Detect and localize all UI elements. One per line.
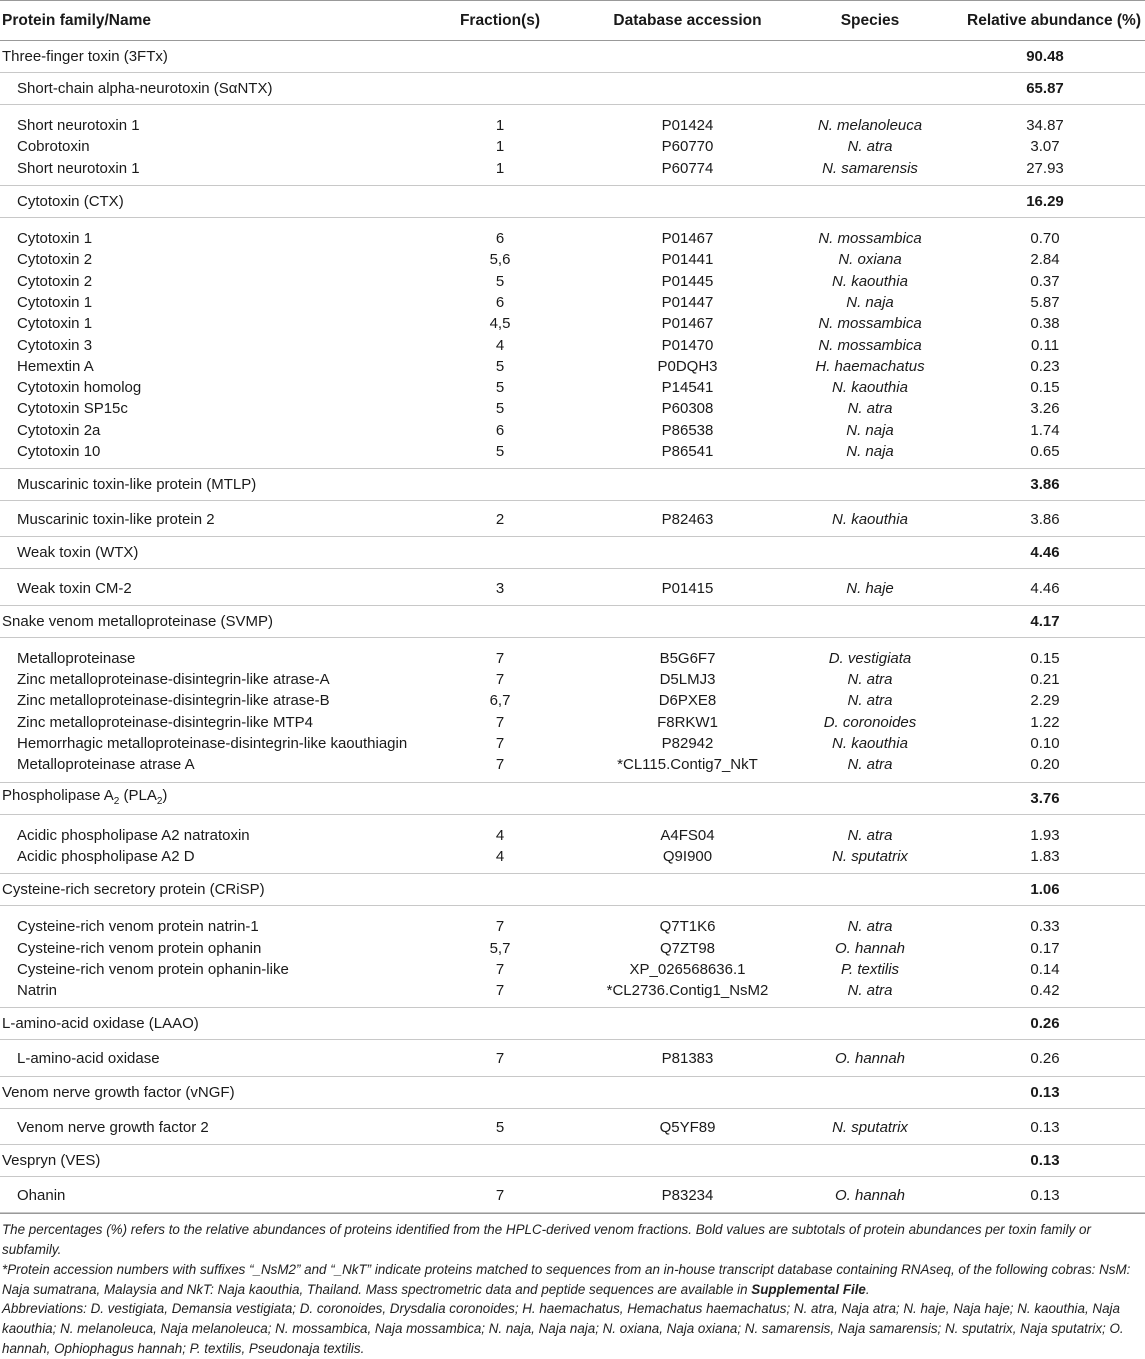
table-row — [0, 136, 1145, 157]
cell-abundance: 0.70 — [1030, 230, 1060, 248]
cell-protein-name: Cytotoxin 2 — [17, 251, 93, 269]
table-row — [0, 846, 1145, 874]
cell-abundance: 0.65 — [945, 441, 1145, 469]
cell-protein-name: Cysteine-rich venom protein ophanin-like — [17, 960, 289, 978]
cell-abundance: 3.86 — [945, 469, 1145, 501]
cell-species — [795, 874, 945, 906]
cell-protein-name: Cytotoxin 3 — [17, 336, 93, 354]
cell-accession: P86541 — [580, 441, 795, 469]
cell-species: N. oxiana — [838, 251, 902, 269]
cell-protein-name: Cysteine-rich secretory protein (CRiSP) — [0, 874, 420, 906]
cell-fraction: 4 — [420, 846, 580, 874]
cell-protein-name: Zinc metalloproteinase-disintegrin-like MTP4 — [17, 713, 313, 731]
header-fractions: Fraction(s) — [420, 1, 580, 41]
cell-fraction — [420, 1008, 580, 1040]
cell-species — [795, 41, 945, 73]
cell-accession: P82463 — [580, 501, 795, 537]
cell-accession: P01441 — [661, 251, 714, 269]
table-row — [0, 569, 1145, 605]
subfamily-row — [0, 469, 1145, 501]
cell-accession — [580, 537, 795, 569]
cell-species — [795, 1144, 945, 1176]
cell-abundance: 0.10 — [1030, 735, 1060, 753]
family-abbrev-close: ) — [162, 786, 168, 804]
cell-species — [795, 1076, 945, 1108]
cell-accession: P01467 — [661, 230, 714, 248]
cell-fraction: 7 — [495, 713, 505, 731]
cell-abundance: 3.07 — [1030, 138, 1060, 156]
cell-protein-name: Cytotoxin SP15c — [17, 400, 128, 418]
table-row — [0, 420, 1145, 441]
cell-abundance: 4.46 — [945, 537, 1145, 569]
cell-fraction — [420, 1144, 580, 1176]
cell-accession: D5LMJ3 — [659, 671, 716, 689]
cell-species: N. atra — [847, 692, 893, 710]
cell-accession: P01447 — [661, 293, 714, 311]
cell-abundance: 1.74 — [1030, 421, 1060, 439]
cell-protein-name: Muscarinic toxin-like protein 2 — [0, 501, 420, 537]
cell-accession — [580, 782, 795, 814]
cell-accession — [580, 1076, 795, 1108]
cell-accession: *CL2736.Contig1_NsM2 — [580, 980, 795, 1008]
cell-protein-name: Cytotoxin 10 — [0, 441, 420, 469]
cell-fraction — [420, 605, 580, 637]
table-row — [0, 377, 1145, 398]
cell-accession — [580, 185, 795, 217]
cell-fraction: 5 — [495, 272, 505, 290]
header-species: Species — [795, 1, 945, 41]
cell-protein-name: Cytotoxin homolog — [17, 379, 142, 397]
cell-fraction: 7 — [495, 918, 505, 936]
cell-protein-name: Vespryn (VES) — [0, 1144, 420, 1176]
cell-protein-name: L-amino-acid oxidase — [0, 1040, 420, 1076]
cell-protein-name: Muscarinic toxin-like protein (MTLP) — [0, 469, 420, 501]
cell-accession: P60770 — [661, 138, 714, 156]
table-row — [0, 313, 1145, 334]
cell-abundance: 0.26 — [945, 1040, 1145, 1076]
table-row — [0, 105, 1145, 137]
cell-fraction — [420, 1076, 580, 1108]
table-body — [0, 41, 1145, 1213]
cell-species: N. kaouthia — [832, 272, 908, 290]
cell-species — [795, 782, 945, 814]
cell-protein-name: Cysteine-rich venom protein natrin-1 — [17, 918, 259, 936]
cell-accession — [580, 1144, 795, 1176]
cell-accession: Q7T1K6 — [659, 918, 716, 936]
cell-fraction: 1 — [420, 158, 580, 186]
cell-accession: P86538 — [661, 421, 714, 439]
cell-fraction: 5,6 — [489, 251, 511, 269]
cell-abundance: 1.83 — [945, 846, 1145, 874]
cell-species: N. melanoleuca — [817, 117, 923, 135]
cell-protein-name: Acidic phospholipase A2 natratoxin — [17, 826, 250, 844]
cell-fraction: 5 — [495, 400, 505, 418]
footnote-period: . — [865, 1281, 870, 1297]
cell-protein-name: Cysteine-rich venom protein ophanin — [17, 939, 262, 957]
table-row — [0, 1040, 1145, 1076]
cell-fraction — [420, 41, 580, 73]
table-footnotes — [0, 1213, 1145, 1359]
subscript: 2 — [113, 795, 120, 807]
cell-abundance: 34.87 — [1026, 117, 1064, 135]
cell-species: O. hannah — [795, 1176, 945, 1212]
cell-protein-name: Zinc metalloproteinase-disintegrin-like atrase-A — [17, 671, 330, 689]
cell-protein-name: Acidic phospholipase A2 D — [0, 846, 420, 874]
cell-fraction: 4 — [495, 336, 505, 354]
cell-protein-name: Cytotoxin 2a — [17, 421, 101, 439]
cell-protein-name: Metalloproteinase — [17, 649, 136, 667]
supplemental-file-link[interactable]: Supplemental File — [751, 1281, 866, 1297]
table-row — [0, 637, 1145, 669]
cell-species: N. atra — [847, 138, 893, 156]
cell-abundance: 16.29 — [945, 185, 1145, 217]
cell-protein-name — [0, 782, 420, 814]
cell-abundance: 0.13 — [945, 1144, 1145, 1176]
table-row — [0, 712, 1145, 733]
cell-species: N. mossambica — [818, 315, 922, 333]
cell-species: N. atra — [847, 671, 893, 689]
cell-species: D. coronoides — [823, 713, 917, 731]
table-row — [0, 690, 1145, 711]
cell-abundance: 4.17 — [945, 605, 1145, 637]
table-row — [0, 356, 1145, 377]
cell-fraction: 7 — [420, 1176, 580, 1212]
cell-species: O. hannah — [834, 939, 906, 957]
cell-accession — [580, 73, 795, 105]
cell-abundance: 0.37 — [1030, 272, 1060, 290]
cell-species: N. naja — [846, 421, 894, 439]
footnote-percentages: The percentages (%) refers to the relative abundances of proteins identified from the HPLC-derived venom fractions. Bold values are subtotals of protein abundances per toxin family or subfamily. — [2, 1222, 1091, 1257]
cell-fraction: 2 — [420, 501, 580, 537]
cell-abundance: 0.15 — [1030, 379, 1060, 397]
table-row — [0, 1176, 1145, 1212]
table-row — [0, 980, 1145, 1008]
cell-fraction — [420, 73, 580, 105]
family-abbrev-text: (PLA — [119, 786, 157, 804]
cell-protein-name: Hemorrhagic metalloproteinase-disintegrin-like kaouthiagin — [17, 735, 408, 753]
cell-species: N. kaouthia — [795, 501, 945, 537]
cell-protein-name: Weak toxin (WTX) — [0, 537, 420, 569]
cell-protein-name: Cytotoxin 1 — [17, 293, 93, 311]
cell-abundance: 2.29 — [1030, 692, 1060, 710]
table-row — [0, 669, 1145, 690]
cell-abundance: 0.26 — [945, 1008, 1145, 1040]
cell-species: N. sputatrix — [795, 1108, 945, 1144]
table-row — [0, 814, 1145, 846]
cell-protein-name: Short-chain alpha-neurotoxin (SαNTX) — [0, 73, 420, 105]
cell-fraction — [420, 185, 580, 217]
cell-protein-name: Natrin — [0, 980, 420, 1008]
cell-fraction: 4 — [495, 826, 505, 844]
cell-fraction — [420, 469, 580, 501]
cell-protein-name: Ohanin — [0, 1176, 420, 1212]
cell-accession — [580, 41, 795, 73]
cell-accession: P01467 — [661, 315, 714, 333]
cell-species: O. hannah — [795, 1040, 945, 1076]
cell-abundance: 90.48 — [945, 41, 1145, 73]
footnote-accession-suffixes — [2, 1260, 1143, 1300]
table-row — [0, 501, 1145, 537]
cell-species — [795, 537, 945, 569]
cell-species: D. vestigiata — [828, 649, 912, 667]
cell-protein-name: Weak toxin CM-2 — [0, 569, 420, 605]
cell-abundance: 0.38 — [1030, 315, 1060, 333]
cell-abundance: 0.21 — [1030, 671, 1060, 689]
cell-accession — [580, 605, 795, 637]
footnote-abbreviations: Abbreviations: D. vestigiata, Demansia vestigiata; D. coronoides, Drysdalia coronoides; H. haemachatus, Hemachatus haemachatus; N. atra, Naja atra; N. haje, Naja haje; N. kaouthia, Naja kaouthia; N. melanoleuca, Naja melanoleuca; N. mossambica, Naja mossambica; N. naja, Naja naja; N. oxiana, Naja oxiana; N. samarensis, Naja samarensis; N. sputatrix, Naja sputatrix; O. hannah, Ophiophagus hannah; P. textilis, Pseudonaja textilis. — [2, 1301, 1124, 1356]
cell-species — [795, 605, 945, 637]
cell-abundance: 1.22 — [1030, 713, 1060, 731]
family-row — [0, 1076, 1145, 1108]
cell-accession: P0DQH3 — [657, 357, 718, 375]
cell-fraction: 6 — [495, 293, 505, 311]
cell-species — [795, 185, 945, 217]
cell-abundance: 3.76 — [945, 782, 1145, 814]
cell-abundance: 65.87 — [945, 73, 1145, 105]
family-row — [0, 41, 1145, 73]
cell-abundance: 5.87 — [1030, 293, 1060, 311]
cell-abundance: 0.20 — [945, 754, 1145, 782]
family-row — [0, 1008, 1145, 1040]
subfamily-row — [0, 185, 1145, 217]
cell-fraction: 5 — [495, 357, 505, 375]
table-row — [0, 1108, 1145, 1144]
cell-fraction: 4,5 — [489, 315, 511, 333]
table-row — [0, 441, 1145, 469]
cell-abundance: 0.42 — [945, 980, 1145, 1008]
cell-accession — [580, 874, 795, 906]
cell-abundance: 27.93 — [945, 158, 1145, 186]
header-relative-abundance: Relative abundance (%) — [945, 1, 1145, 41]
cell-accession: P60774 — [580, 158, 795, 186]
table-row — [0, 249, 1145, 270]
cell-abundance: 0.17 — [1030, 939, 1060, 957]
cell-accession: D6PXE8 — [658, 692, 717, 710]
cell-fraction: 7 — [495, 671, 505, 689]
cell-accession: B5G6F7 — [659, 649, 716, 667]
cell-fraction — [420, 874, 580, 906]
cell-species: N. atra — [847, 826, 893, 844]
cell-fraction: 6 — [495, 421, 505, 439]
cell-abundance: 3.26 — [1030, 400, 1060, 418]
cell-accession: *CL115.Contig7_NkT — [580, 754, 795, 782]
cell-species: N. naja — [846, 293, 894, 311]
cell-protein-name: Hemextin A — [17, 357, 94, 375]
cell-abundance: 3.86 — [945, 501, 1145, 537]
family-name-text: Phospholipase A — [2, 786, 114, 804]
cell-accession: P83234 — [580, 1176, 795, 1212]
header-protein-family: Protein family/Name — [0, 1, 420, 41]
cell-protein-name: Cytotoxin (CTX) — [0, 185, 420, 217]
cell-fraction: 5 — [495, 379, 505, 397]
cell-accession: P14541 — [661, 379, 714, 397]
cell-abundance: 2.84 — [1030, 251, 1060, 269]
cell-abundance: 0.11 — [1030, 336, 1060, 354]
cell-accession: Q5YF89 — [580, 1108, 795, 1144]
cell-fraction: 5 — [420, 1108, 580, 1144]
cell-abundance: 0.33 — [1030, 918, 1060, 936]
cell-species — [795, 73, 945, 105]
cell-fraction: 7 — [420, 754, 580, 782]
cell-fraction — [420, 782, 580, 814]
table-row — [0, 270, 1145, 291]
cell-abundance: 1.93 — [1030, 826, 1060, 844]
cell-abundance: 0.14 — [1030, 960, 1060, 978]
cell-accession: Q7ZT98 — [659, 939, 716, 957]
cell-protein-name: Snake venom metalloproteinase (SVMP) — [0, 605, 420, 637]
cell-protein-name: Zinc metalloproteinase-disintegrin-like atrase-B — [17, 692, 330, 710]
table-row — [0, 754, 1145, 782]
cell-fraction: 5 — [420, 441, 580, 469]
family-row — [0, 1144, 1145, 1176]
cell-species: N. mossambica — [818, 336, 922, 354]
cell-abundance: 0.13 — [945, 1076, 1145, 1108]
family-row — [0, 782, 1145, 814]
cell-accession: P82942 — [661, 735, 714, 753]
cell-protein-name: Three-finger toxin (3FTx) — [0, 41, 420, 73]
subscript: 2 — [156, 795, 163, 807]
table-row — [0, 217, 1145, 249]
cell-protein-name: Short neurotoxin 1 — [0, 158, 420, 186]
cell-abundance: 0.13 — [945, 1108, 1145, 1144]
table-row — [0, 398, 1145, 419]
cell-protein-name: Short neurotoxin 1 — [17, 117, 140, 135]
cell-abundance: 0.15 — [1030, 649, 1060, 667]
cell-fraction: 7 — [495, 960, 505, 978]
table-row — [0, 937, 1145, 958]
subfamily-row — [0, 73, 1145, 105]
cell-species: N. naja — [795, 441, 945, 469]
cell-fraction: 3 — [420, 569, 580, 605]
cell-species: N. sputatrix — [795, 846, 945, 874]
cell-abundance: 4.46 — [945, 569, 1145, 605]
cell-species: N. samarensis — [795, 158, 945, 186]
cell-fraction: 7 — [420, 1040, 580, 1076]
cell-fraction: 5,7 — [489, 939, 511, 957]
cell-accession — [580, 1008, 795, 1040]
cell-fraction: 7 — [495, 649, 505, 667]
cell-abundance: 0.13 — [945, 1176, 1145, 1212]
cell-protein-name: Venom nerve growth factor 2 — [0, 1108, 420, 1144]
cell-species: N. haje — [795, 569, 945, 605]
footnote-accession-text: *Protein accession numbers with suffixes “_NsM2” and “_NkT” indicate proteins matched to sequences from an in-house transcript database containing RNAseq, of the following cobras: NsM: Naja sumatrana, Malaysia and NkT: Naja kaouthia, Thailand. Mass spectrometric data and peptide sequences are available in — [2, 1261, 1131, 1297]
cell-fraction: 1 — [495, 138, 505, 156]
cell-species: P. textilis — [840, 960, 900, 978]
cell-accession: P01424 — [661, 117, 714, 135]
table-row — [0, 158, 1145, 186]
cell-species: H. haemachatus — [815, 357, 925, 375]
cell-protein-name: L-amino-acid oxidase (LAAO) — [0, 1008, 420, 1040]
cell-species: N. atra — [847, 918, 893, 936]
cell-abundance: 1.06 — [945, 874, 1145, 906]
cell-species: N. atra — [795, 754, 945, 782]
cell-accession: P81383 — [580, 1040, 795, 1076]
cell-accession: Q9I900 — [580, 846, 795, 874]
cell-fraction: 6 — [495, 230, 505, 248]
cell-protein-name: Cytotoxin 1 — [17, 315, 93, 333]
cell-species: N. kaouthia — [832, 735, 908, 753]
cell-accession: F8RKW1 — [657, 713, 718, 731]
family-row — [0, 874, 1145, 906]
cell-species: N. mossambica — [818, 230, 922, 248]
cell-accession: XP_026568636.1 — [629, 960, 746, 978]
cell-species: N. kaouthia — [832, 379, 908, 397]
cell-fraction — [420, 537, 580, 569]
header-database-accession: Database accession — [580, 1, 795, 41]
cell-fraction: 7 — [495, 735, 505, 753]
cell-accession — [580, 469, 795, 501]
cell-fraction: 7 — [420, 980, 580, 1008]
cell-accession: P60308 — [661, 400, 714, 418]
table-row — [0, 906, 1145, 938]
table-row — [0, 733, 1145, 754]
table-row — [0, 334, 1145, 355]
subfamily-row — [0, 537, 1145, 569]
cell-protein-name: Venom nerve growth factor (vNGF) — [0, 1076, 420, 1108]
cell-species — [795, 469, 945, 501]
cell-fraction: 1 — [495, 117, 505, 135]
cell-species: N. atra — [795, 980, 945, 1008]
cell-protein-name: Cytotoxin 1 — [17, 230, 93, 248]
cell-accession: A4FS04 — [660, 826, 715, 844]
table-row — [0, 292, 1145, 313]
cell-species: N. atra — [847, 400, 893, 418]
cell-accession: P01415 — [580, 569, 795, 605]
cell-abundance: 0.23 — [1030, 357, 1060, 375]
table-header-row — [0, 1, 1145, 41]
table-row — [0, 959, 1145, 980]
family-row — [0, 605, 1145, 637]
cell-protein-name: Cytotoxin 2 — [17, 272, 93, 290]
cell-protein-name: Cobrotoxin — [17, 138, 90, 156]
cell-fraction: 6,7 — [489, 692, 511, 710]
cell-accession: P01445 — [661, 272, 714, 290]
cell-protein-name: Metalloproteinase atrase A — [0, 754, 420, 782]
cell-accession: P01470 — [661, 336, 714, 354]
cell-species — [795, 1008, 945, 1040]
